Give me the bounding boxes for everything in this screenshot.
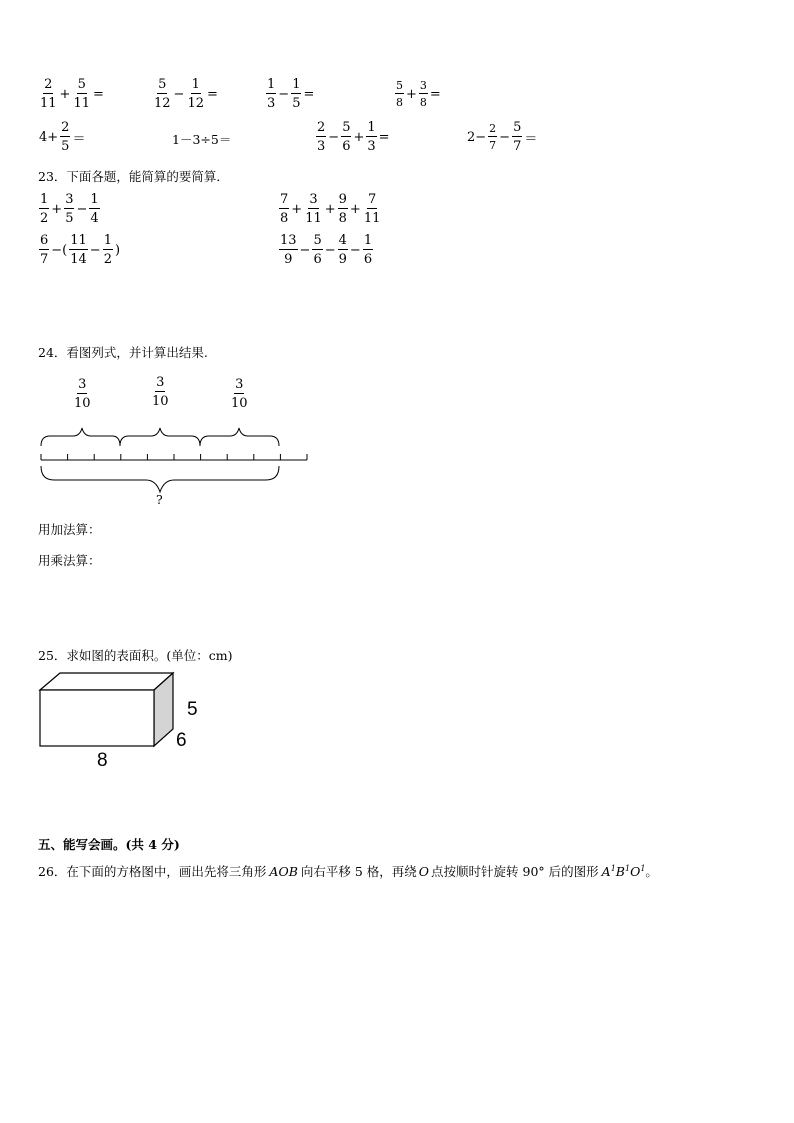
fraction: $\frac{5}{12}$ xyxy=(154,77,171,111)
close-paren: ) xyxy=(114,242,121,258)
brace-bottom xyxy=(41,466,279,492)
fraction: $\frac{1}{5}$ xyxy=(292,77,301,111)
fraction: $\frac{1}{6}$ xyxy=(363,233,373,267)
q25-height-label: 5 xyxy=(187,699,198,720)
q24-segment-label-1: $\frac{3}{10}$ xyxy=(74,377,91,411)
result-label: $A^1B^1O^1$ xyxy=(601,863,646,879)
equals-sign: = xyxy=(303,86,315,102)
equals-sign: = xyxy=(93,86,104,102)
q25-cuboid-diagram xyxy=(38,670,178,750)
q24-question-mark: ? xyxy=(156,492,163,507)
cuboid-top-face xyxy=(40,673,173,690)
calc-row2-item3 xyxy=(315,121,391,153)
operator: + xyxy=(51,201,63,217)
fraction: $\frac{5}{11}$ xyxy=(73,77,90,111)
q23-problem1 xyxy=(38,193,101,225)
q25-length-label: 8 xyxy=(97,750,108,771)
q23-problem2 xyxy=(278,193,382,225)
fraction: $\frac{9}{8}$ xyxy=(338,192,347,226)
calc-row2-item2 xyxy=(172,130,231,148)
q24-multiplication-label: 用乘法算： xyxy=(38,553,101,568)
expression-text: 1－3÷5＝ xyxy=(172,132,232,147)
fraction: $\frac{11}{14}$ xyxy=(70,233,87,267)
fraction: $\frac{5}{7}$ xyxy=(513,120,522,154)
fraction: $\frac{1}{2}$ xyxy=(103,233,112,267)
fraction: $\frac{2}{11}$ xyxy=(40,77,57,111)
fraction: $\frac{5}{8}$ xyxy=(396,79,403,109)
operator: − xyxy=(89,242,101,258)
q23-problem4 xyxy=(278,234,374,266)
calc-row1-item4 xyxy=(394,80,442,108)
calc-row1-item2 xyxy=(152,78,219,110)
q24-number-line-diagram xyxy=(30,420,320,500)
calc-row1-item1 xyxy=(38,78,105,110)
lead-term: 2− xyxy=(467,129,487,145)
q24-segment-label-3: $\frac{3}{10}$ xyxy=(231,377,248,411)
operator: − xyxy=(173,86,185,102)
operator: − xyxy=(328,129,340,145)
q23-problem3 xyxy=(38,234,121,266)
equals-sign: ＝ xyxy=(524,131,538,147)
equals-sign: = xyxy=(207,86,218,102)
brace-top-1 xyxy=(41,428,120,446)
fraction: $\frac{1}{3}$ xyxy=(367,120,376,154)
fraction: $\frac{5}{6}$ xyxy=(342,120,351,154)
fraction: $\frac{7}{11}$ xyxy=(363,192,381,226)
fraction: $\frac{2}{3}$ xyxy=(317,120,326,154)
equals-sign: = xyxy=(429,86,441,102)
triangle-label: AOB xyxy=(269,864,298,879)
fraction: $\frac{7}{8}$ xyxy=(280,192,289,226)
brace-top-2 xyxy=(120,428,200,446)
equals-sign: ＝ xyxy=(72,131,86,147)
q25-width-label: 6 xyxy=(176,730,187,751)
point-o-label: O xyxy=(418,864,430,879)
tick-marks xyxy=(41,454,307,460)
operator: + xyxy=(324,201,336,217)
operator: −( xyxy=(51,242,68,258)
q24-segment-label-2: $\frac{3}{10}$ xyxy=(152,375,169,409)
operator: − xyxy=(499,129,511,145)
operator: + xyxy=(59,86,71,102)
cuboid-front-face xyxy=(40,690,154,746)
operator: + xyxy=(291,201,303,217)
fraction: $\frac{3}{8}$ xyxy=(419,79,427,109)
operator: + xyxy=(353,129,365,145)
fraction: $\frac{1}{3}$ xyxy=(267,77,276,111)
operator: − xyxy=(349,242,361,258)
fraction: $\frac{1}{2}$ xyxy=(40,192,49,226)
fraction: $\frac{2}{7}$ xyxy=(489,122,497,152)
calc-row1-item3 xyxy=(265,78,315,110)
fraction: $\frac{3}{5}$ xyxy=(65,192,74,226)
fraction: $\frac{2}{5}$ xyxy=(61,120,70,154)
operator: − xyxy=(299,242,311,258)
fraction: $\frac{1}{12}$ xyxy=(187,77,204,111)
section-5-heading: 五、能写会画。(共 4 分) xyxy=(38,837,180,852)
q25-title: 25．求如图的表面积。(单位：cm) xyxy=(38,648,233,663)
calc-row2-item1 xyxy=(38,121,86,153)
operator: + xyxy=(349,201,361,217)
operator: − xyxy=(76,201,88,217)
fraction: $\frac{4}{9}$ xyxy=(338,233,347,267)
fraction: $\frac{5}{6}$ xyxy=(313,233,322,267)
fraction: $\frac{1}{4}$ xyxy=(90,192,99,226)
brace-top-3 xyxy=(200,428,279,446)
equals-sign: = xyxy=(378,129,390,145)
lead-term: 4+ xyxy=(39,129,59,145)
calc-row2-item4 xyxy=(466,121,538,153)
fraction: $\frac{6}{7}$ xyxy=(40,233,49,267)
operator: − xyxy=(278,86,290,102)
operator: + xyxy=(406,86,417,102)
q23-title: 23．下面各题，能简算的要简算． xyxy=(38,169,229,184)
fraction: $\frac{3}{11}$ xyxy=(305,192,322,226)
q24-addition-label: 用加法算： xyxy=(38,522,101,537)
fraction: $\frac{13}{9}$ xyxy=(280,233,297,267)
q24-title: 24．看图列式，并计算出结果. xyxy=(38,345,208,360)
operator: − xyxy=(324,242,336,258)
q26-text: 26．在下面的方格图中，画出先将三角形 AOB 向右平移 5 格，再绕 O 点按顺时针旋转 90° 后的图形 $A^1B^1O^1$。 xyxy=(38,863,658,879)
